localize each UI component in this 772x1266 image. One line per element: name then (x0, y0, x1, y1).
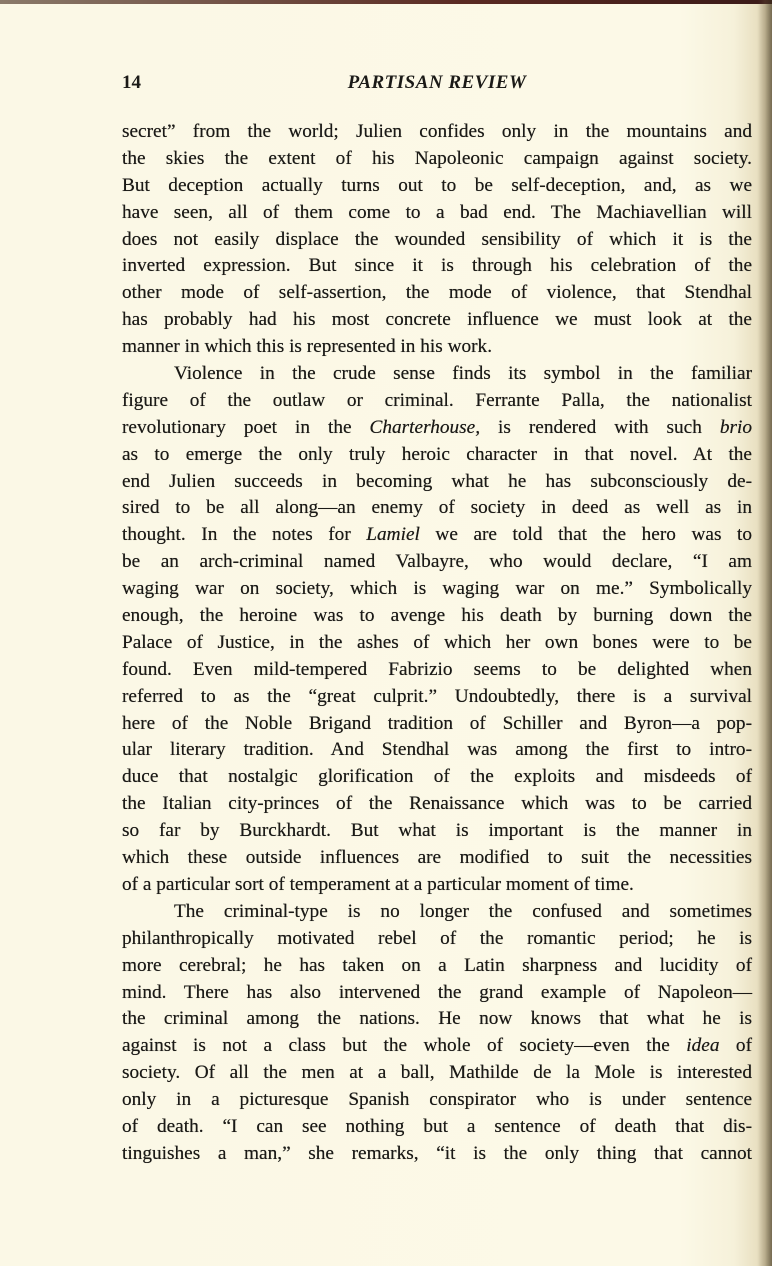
text-line (122, 1006, 752, 1033)
text-line (122, 1060, 752, 1087)
text-run: sired to be all along—an enemy of society in deed as well as in (122, 497, 752, 519)
text-run: ular literary tradition. And Stendhal was among the first to intro- (122, 739, 752, 761)
text-run: be an arch-criminal named Valbayre, who would declare, “I am (122, 551, 752, 573)
text-line (122, 818, 752, 845)
text-line (122, 549, 752, 576)
text-line (122, 737, 752, 764)
italic-title: idea (686, 1035, 720, 1057)
text-run: referred to as the “great culprit.” Undoubtedly, there is a survival (122, 685, 752, 707)
page-number: 14 (122, 72, 141, 93)
italic-title: Charterhouse, (369, 416, 481, 438)
text-run: mind. There has also intervened the grand example of Napoleon— (122, 981, 752, 1003)
text-line (122, 630, 752, 657)
text-line (122, 200, 752, 227)
text-line (122, 926, 752, 953)
text-line (122, 334, 752, 361)
body-text (122, 119, 752, 1168)
text-line (122, 1141, 752, 1168)
text-run: of a particular sort of temperament at a particular moment of time. (122, 873, 634, 895)
text-line (122, 576, 752, 603)
text-run: is rendered with such (480, 416, 720, 438)
page-header (122, 72, 752, 98)
text-run: more cerebral; he has taken on a Latin sharpness and lucidity of (122, 954, 752, 976)
italic-title: brio (719, 416, 752, 438)
text-run: end Julien succeeds in becoming what he has subconsciously de- (122, 470, 752, 492)
paragraph (122, 899, 752, 1168)
text-line (122, 603, 752, 630)
text-line (122, 522, 752, 549)
text-run: duce that nostalgic glorification of the exploits and misdeeds of (122, 766, 752, 788)
text-run: against is not a class but the whole of society—even the (122, 1035, 687, 1057)
text-run: the Italian city-princes of the Renaissance which was to be carried (122, 793, 752, 815)
text-line (122, 146, 752, 173)
text-run: the skies the extent of his Napoleonic campaign against society. (122, 147, 752, 169)
page-gutter-shadow (758, 0, 772, 1266)
paragraph (122, 119, 752, 361)
text-run: of death. “I can see nothing but a sentence of death that dis- (122, 1115, 752, 1137)
text-line (122, 307, 752, 334)
running-title: PARTISAN REVIEW (347, 72, 527, 93)
text-line (122, 1114, 752, 1141)
text-line (122, 173, 752, 200)
text-line (122, 872, 752, 899)
text-run: we are told that the hero was to (419, 524, 752, 546)
text-line (122, 495, 752, 522)
text-run: which these outside influences are modified to suit the necessities (122, 847, 752, 869)
text-run: thought. In the notes for (122, 524, 367, 546)
text-line (122, 280, 752, 307)
text-run: manner in which this is represented in his work. (122, 336, 493, 358)
text-line (122, 361, 752, 388)
text-line (122, 469, 752, 496)
text-line (122, 791, 752, 818)
text-line (122, 953, 752, 980)
text-run: so far by Burckhardt. But what is important is the manner in (122, 820, 752, 842)
text-line (122, 845, 752, 872)
text-run: as to emerge the only truly heroic character in that novel. At the (122, 443, 752, 465)
text-line (122, 980, 752, 1007)
text-line (122, 1087, 752, 1114)
text-run: revolutionary poet in the (122, 416, 370, 438)
text-run: does not easily displace the wounded sensibility of which it is the (122, 228, 752, 250)
text-run: of (719, 1035, 752, 1057)
text-run: But deception actually turns out to be self-deception, and, as we (122, 174, 752, 196)
text-run: have seen, all of them come to a bad end. The Machiavellian will (122, 201, 752, 223)
text-run: here of the Noble Brigand tradition of Schiller and Byron—a pop- (122, 712, 752, 734)
text-run: the criminal among the nations. He now knows that what he is (122, 1008, 752, 1030)
text-line (122, 657, 752, 684)
text-line (122, 415, 752, 442)
italic-title: Lamiel (366, 524, 420, 546)
text-run: The criminal-type is no longer the confused and sometimes (174, 900, 752, 922)
text-run: found. Even mild-tempered Fabrizio seems to be delighted when (122, 658, 752, 680)
text-line (122, 253, 752, 280)
text-line (122, 684, 752, 711)
text-run: waging war on society, which is waging war on me.” Symbolically (122, 578, 752, 600)
page-top-edge (0, 0, 772, 4)
text-run: inverted expression. But since it is through his celebration of the (122, 255, 752, 277)
text-run: has probably had his most concrete influence we must look at the (122, 309, 752, 331)
text-run: secret” from the world; Julien confides only in the mountains and (122, 121, 752, 142)
text-line (122, 227, 752, 254)
text-run: enough, the heroine was to avenge his death by burning down the (122, 605, 752, 627)
text-run: philanthropically motivated rebel of the romantic period; he is (122, 927, 752, 949)
text-run: only in a picturesque Spanish conspirator who is under sentence (122, 1089, 752, 1111)
text-line (122, 764, 752, 791)
text-run: other mode of self-assertion, the mode of violence, that Stendhal (122, 282, 752, 304)
text-line (122, 119, 752, 146)
text-run: figure of the outlaw or criminal. Ferrante Palla, the nationalist (122, 389, 752, 411)
text-line (122, 711, 752, 738)
text-line (122, 899, 752, 926)
text-line (122, 1033, 752, 1060)
text-run: Violence in the crude sense finds its symbol in the familiar (174, 363, 752, 385)
text-line (122, 442, 752, 469)
paragraph (122, 361, 752, 899)
text-run: society. Of all the men at a ball, Mathilde de la Mole is interested (122, 1062, 752, 1084)
text-line (122, 388, 752, 415)
text-run: Palace of Justice, in the ashes of which her own bones were to be (122, 631, 752, 653)
text-run: tinguishes a man,” she remarks, “it is the only thing that cannot (122, 1142, 752, 1164)
